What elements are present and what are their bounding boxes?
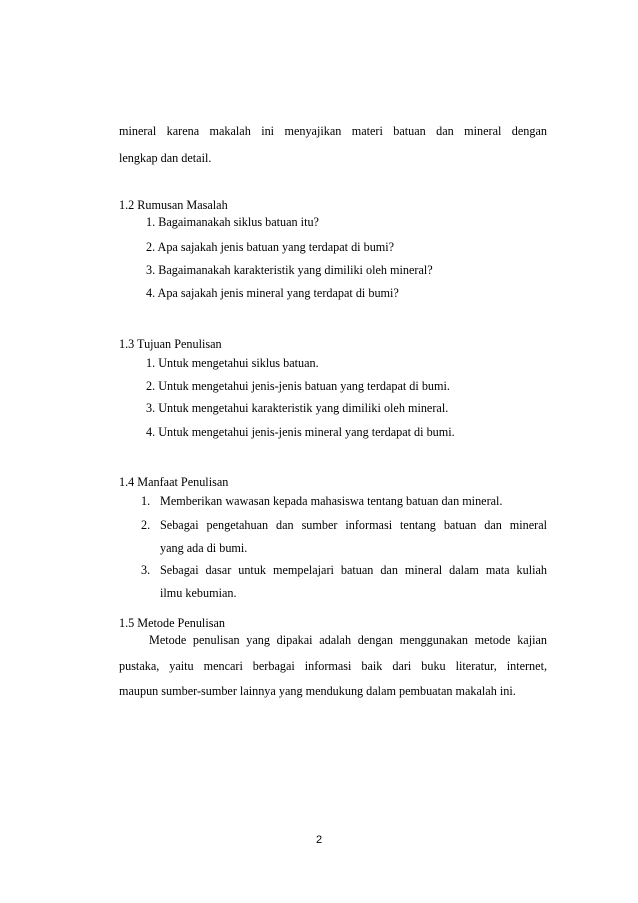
manfaat-item-2-number: 2. [141,518,151,532]
manfaat-item-1-number: 1. [141,494,151,508]
tujuan-item-3: 3. Untuk mengetahui karakteristik yang dimiliki oleh mineral. [146,401,449,415]
page-number: 2 [315,834,323,846]
manfaat-item-3-text-line-1: Sebagai dasar untuk mempelajari batuan dan mineral dalam mata kuliah [160,563,547,577]
metode-line-3: maupun sumber-sumber lainnya yang mendukung dalam pembuatan makalah ini. [119,684,516,698]
section-heading-rumusan: 1.2 Rumusan Masalah [119,198,228,212]
rumusan-item-2: 2. Apa sajakah jenis batuan yang terdapat di bumi? [146,240,395,254]
manfaat-item-1-text: Memberikan wawasan kepada mahasiswa tentang batuan dan mineral. [160,494,503,508]
intro-line-1: mineral karena makalah ini menyajikan materi batuan dan mineral dengan [119,124,547,138]
intro-line-2: lengkap dan detail. [119,151,212,165]
section-heading-manfaat: 1.4 Manfaat Penulisan [119,475,229,489]
manfaat-item-3-text-line-2: ilmu kebumian. [160,586,237,600]
tujuan-item-4: 4. Untuk mengetahui jenis-jenis mineral yang terdapat di bumi. [146,425,455,439]
metode-line-2: pustaka, yaitu mencari berbagai informasi baik dari buku literatur, internet, [119,659,547,673]
metode-line-1: Metode penulisan yang dipakai adalah dengan menggunakan metode kajian [149,633,547,647]
manfaat-item-2-text-line-1: Sebagai pengetahuan dan sumber informasi tentang batuan dan mineral [160,518,547,532]
section-heading-tujuan: 1.3 Tujuan Penulisan [119,337,222,351]
section-heading-metode: 1.5 Metode Penulisan [119,616,225,630]
rumusan-item-3: 3. Bagaimanakah karakteristik yang dimiliki oleh mineral? [146,263,433,277]
rumusan-item-4: 4. Apa sajakah jenis mineral yang terdapat di bumi? [146,286,399,300]
rumusan-item-1: 1. Bagaimanakah siklus batuan itu? [146,215,319,229]
tujuan-item-1: 1. Untuk mengetahui siklus batuan. [146,356,319,370]
manfaat-item-3-number: 3. [141,563,151,577]
tujuan-item-2: 2. Untuk mengetahui jenis-jenis batuan yang terdapat di bumi. [146,379,450,393]
manfaat-item-2-text-line-2: yang ada di bumi. [160,541,248,555]
